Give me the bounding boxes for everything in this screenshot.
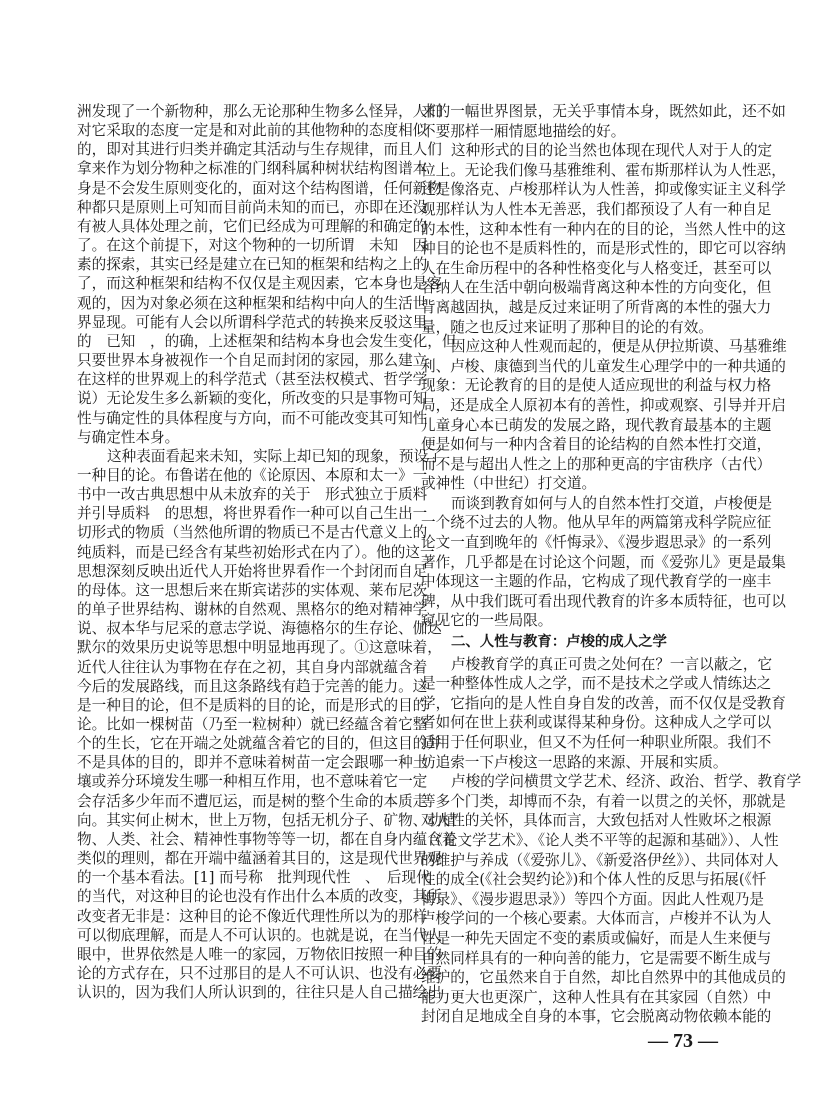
section-heading: 二、人性与教育：卢梭的成人之学 xyxy=(451,634,667,651)
page-number: — 73 — xyxy=(648,1030,718,1052)
paragraph xyxy=(421,655,786,773)
text-line: 现象：无论教育的目的是使人适应现世的利益与权力格 xyxy=(421,377,772,395)
text-line: 妨追索一下卢梭这一思路的来源、开展和实质。 xyxy=(421,753,728,771)
text-line: 儿童身心本已萌发的发展之路，现代教育最基本的主题 xyxy=(421,416,772,434)
text-line: 卢梭的学问横贯文学艺术、经济、政治、哲学、教育学 xyxy=(451,773,802,791)
text-line: 利、卢梭、康德到当代的儿童发生心理学中的一种共通的 xyxy=(421,357,786,375)
text-line: 种目的论也不是质料性的，而是形式性的，即它可以容纳 xyxy=(421,240,786,258)
text-line: 的本性，这种本性有一种内在的目的论，当然人性中的这 xyxy=(421,220,786,238)
text-line: 的单子世界结构、谢林的自然观、黑格尔的绝对精神学 xyxy=(77,601,428,619)
text-line: 悔录》、《漫步遐思录》）等四个方面。因此人性观乃是 xyxy=(421,890,764,908)
text-line: 向。其实何止树木，世上万物，包括无机分子、矿物、动植 xyxy=(77,811,457,829)
text-line: 性是一种先天固定不变的素质或偏好，而是人生来便与 xyxy=(421,929,772,947)
text-line: 拿来作为划分物种之标准的门纲科属种树状结构图谱本 xyxy=(77,160,428,178)
text-line: 近代人往往认为事物在存在之初，其自身内部就蕴含着 xyxy=(77,658,428,676)
text-line: 的当代，对这种目的论也没有作出什么本质的改变，其所 xyxy=(77,888,442,906)
text-line: 类似的理则，都在开端中蕴涵着其目的，这是现代世界观 xyxy=(77,850,442,868)
text-line: 因应这种人性观而起的，便是从伊拉斯谟、马基雅维 xyxy=(451,338,787,356)
text-line: 封闭自足地成全自身的本事，它会脱离动物依赖本能的 xyxy=(421,1008,772,1026)
paragraph xyxy=(77,447,457,1003)
text-line: 位上。无论我们像马基雅维利、霍布斯那样认为人性恶， xyxy=(421,161,786,179)
text-line: 默尔的效果历史说等思想中明显地再现了。①这意味着， xyxy=(77,639,442,657)
text-line: 不是具体的目的，即并不意味着树苗一定会跟哪一种土 xyxy=(77,754,428,772)
text-line: 素的探索，其实已经是建立在已知的框架和结构之上的 xyxy=(77,256,428,274)
text-line: 在这样的世界观上的科学范式（甚至法权模式、哲学学 xyxy=(77,371,428,389)
text-line: 有被人具体处理之前，它们已经成为可理解的和确定的 xyxy=(77,217,428,235)
text-line: 眼中，世界依然是人唯一的家园，万物依旧按照一种目的 xyxy=(77,945,442,963)
text-line: 能力更大也更深广，这种人性具有在其家园（自然）中 xyxy=(421,988,772,1006)
text-line: 著作，几乎都是在讨论这个问题，而《爱弥儿》更是最集 xyxy=(421,553,786,571)
text-line: 论文一直到晚年的《忏悔录》、《漫步遐思录》的一系列 xyxy=(421,534,772,552)
text-line: 学，它指向的是人性自身自发的改善，而不仅仅是受教育 xyxy=(421,694,786,712)
text-line: 改变者无非是：这种目的论不像近代理性所以为的那样 xyxy=(77,907,428,925)
text-line: 对它采取的态度一定是和对此前的其他物种的态度相似 xyxy=(77,122,428,140)
text-line: 还是像洛克、卢梭那样认为人性善，抑或像实证主义科学 xyxy=(421,181,786,199)
text-line: 卢梭教育学的真正可贵之处何在？一言以蔽之，它 xyxy=(451,655,773,673)
text-line: 性的成全(《社会契约论》)和个体人性的反思与拓展(《忏 xyxy=(421,871,767,889)
text-line: 切形式的物质（当然他所谓的物质已不是古代意义上的 xyxy=(77,524,428,542)
text-line: 不要那样一厢情愿地描绘的好。 xyxy=(421,122,626,140)
paragraph xyxy=(421,772,802,1027)
text-line: 窥见它的一些局限。 xyxy=(421,612,553,630)
text-line: 并引导质料 的思想，将世界看作一种可以自己生出一 xyxy=(77,505,428,523)
text-line: 壤或养分环境发生哪一种相互作用，也不意味着它一定 xyxy=(77,773,428,791)
text-line: 论的方式存在，只不过那目的是人不可认识、也没有必要 xyxy=(77,965,442,983)
text-line: 个的生长，它在开端之处就蕴含着它的目的，但这目的并 xyxy=(77,735,442,753)
text-line: 种都只是原则上可知而目前尚未知的而已，亦即在还没 xyxy=(77,198,428,216)
text-line: 局，还是成全人原初本有的善性，抑或观察、引导并开启 xyxy=(421,396,786,414)
text-line: 是一种目的论，但不是质料的目的论，而是形式的目的 xyxy=(77,696,428,714)
text-line: 而不是与超出人性之上的那种更高的宇宙秩序（古代） xyxy=(421,455,772,473)
text-line: 了。在这个前提下，对这个物种的一切所谓 未知 因 xyxy=(77,237,428,255)
text-line: 认识的，因为我们人所认识到的，往往只是人自己描绘出 xyxy=(77,984,442,1002)
text-line: 的 已知 ，的确，上述框架和结构本身也会发生变化，但 xyxy=(77,332,457,350)
text-line: 纯质料，而是已经含有某些初始形式在内了）。他的这一 xyxy=(77,543,435,561)
text-line: 便是如何与一种内含着目的论结构的自然本性打交道， xyxy=(421,436,772,454)
text-line: 背离越固执，越是反过来证明了所背离的本性的强大力 xyxy=(421,298,772,316)
text-line: 观的，因为对象必须在这种框架和结构中向人的生活世 xyxy=(77,294,428,312)
text-line: 观那样认为人性本无善恶，我们都预设了人有一种自足 xyxy=(421,200,772,218)
text-line: 的，即对其进行归类并确定其活动与生存规律，而且人们 xyxy=(77,141,442,159)
text-line: 的母体。这一思想后来在斯宾诺莎的实体观、莱布尼茨 xyxy=(77,581,428,599)
text-line: 这种表面看起来未知，实际上却已知的现象，预设了 xyxy=(107,447,443,465)
text-line: 说、叔本华与尼采的意志学说、海德格尔的生存论、伽达 xyxy=(77,620,442,638)
left-text-column xyxy=(77,102,457,1002)
text-line: 而谈到教育如何与人的自然本性打交道，卢梭便是 xyxy=(451,494,773,512)
text-line: 说）无论发生多么新颖的变化，所改变的只是事物可知 xyxy=(77,390,428,408)
text-line: 洲发现了一个新物种，那么无论那种生物多么怪异，人们 xyxy=(77,103,442,120)
text-line: 一种目的论。布鲁诺在他的《论原因、本原和太一》一 xyxy=(77,466,428,484)
paragraph xyxy=(77,102,457,447)
text-line: 会存活多少年而不遭厄运，而是树的整个生命的本质走 xyxy=(77,792,428,810)
text-line: 只要世界本身被视作一个自足而封闭的家园，那么建立 xyxy=(77,352,428,370)
text-line: 或神性（中世纪）打交道。 xyxy=(421,475,597,493)
text-line: 性与确定性的具体程度与方向，而不可能改变其可知性 xyxy=(77,409,428,427)
text-line: 书中一改古典思想中从未放弃的关于 形式独立于质料 xyxy=(77,486,428,504)
text-line: 来的一幅世界图景，无关乎事情本身，既然如此，还不如 xyxy=(421,103,786,120)
text-line: 等多个门类，却博而不杂，有着一以贯之的关怀，那就是 xyxy=(421,792,786,810)
text-line: 论。比如一棵树苗（乃至一粒树种）就已经蕴含着它整 xyxy=(77,716,428,733)
text-line: 碑，从中我们既可看出现代教育的许多本质特征，也可以 xyxy=(421,592,786,610)
text-line: 量，随之也反过来证明了那种目的论的有效。 xyxy=(421,318,713,336)
text-line: 这种形式的目的论当然也体现在现代人对于人的定 xyxy=(451,142,773,160)
text-line: 自然同样具有的一种向善的能力，它是需要不断生成与 xyxy=(421,949,772,967)
text-line: 的维护与养成（《爱弥儿》、《新爱洛伊丝》）、共同体对人 xyxy=(421,851,779,869)
right-text-column xyxy=(421,102,802,1027)
text-line: 今后的发展路线，而且这条路线有趋于完善的能力。这 xyxy=(77,677,428,695)
text-line: 卢梭学问的一个核心要素。大体而言，卢梭并不认为人 xyxy=(421,910,772,928)
text-line: 了，而这种框架和结构不仅仅是主观因素，它本身也是客 xyxy=(77,275,442,293)
paragraph xyxy=(421,141,786,337)
paragraph xyxy=(421,102,786,141)
text-line: 身是不会发生原则变化的，面对这个结构图谱，任何新物 xyxy=(77,179,442,197)
text-line: 一个绕不过去的人物。他从早年的两篇第戎科学院应征 xyxy=(421,514,772,532)
text-line: 容纳人在生活中朝向极端背离这种本性的方向变化，但 xyxy=(421,279,772,297)
text-line: 对人性的关怀，具体而言，大致包括对人性败坏之根源 xyxy=(421,812,772,830)
text-line: 中体现这一主题的作品，它构成了现代教育学的一座丰 xyxy=(421,573,772,591)
text-line: （《论文学艺术》、《论人类不平等的起源和基础》）、人性 xyxy=(421,831,779,849)
paragraph xyxy=(421,337,787,494)
text-line: 维护的，它虽然来自于自然，却比自然界中的其他成员的 xyxy=(421,969,786,987)
text-line: 的一个基本看法。[1] 而号称 批判现代性 、 后现代 xyxy=(77,869,431,887)
paragraph xyxy=(421,494,786,631)
text-line: 物、人类、社会、精神性事物等等一切，都在自身内蕴含着 xyxy=(77,830,457,848)
text-line: 界显现。可能有人会以所谓科学范式的转换来反驳这里 xyxy=(77,313,428,331)
text-line: 者如何在世上获利或谋得某种身份。这种成人之学可以 xyxy=(421,714,772,732)
text-line: 适用于任何职业，但又不为任何一种职业所限。我们不 xyxy=(421,734,772,751)
text-line: 可以彻底理解，而是人不可认识的。也就是说，在当代人 xyxy=(77,926,442,944)
text-line: 是一种整体性成人之学，而不是技术之学或人情练达之 xyxy=(421,675,772,693)
text-line: 人在生命历程中的各种性格变化与人格变迁，甚至可以 xyxy=(421,259,772,277)
text-line: 与确定性本身。 xyxy=(77,428,180,446)
text-line: 思想深刻反映出近代人开始将世界看作一个封闭而自足 xyxy=(77,562,428,580)
